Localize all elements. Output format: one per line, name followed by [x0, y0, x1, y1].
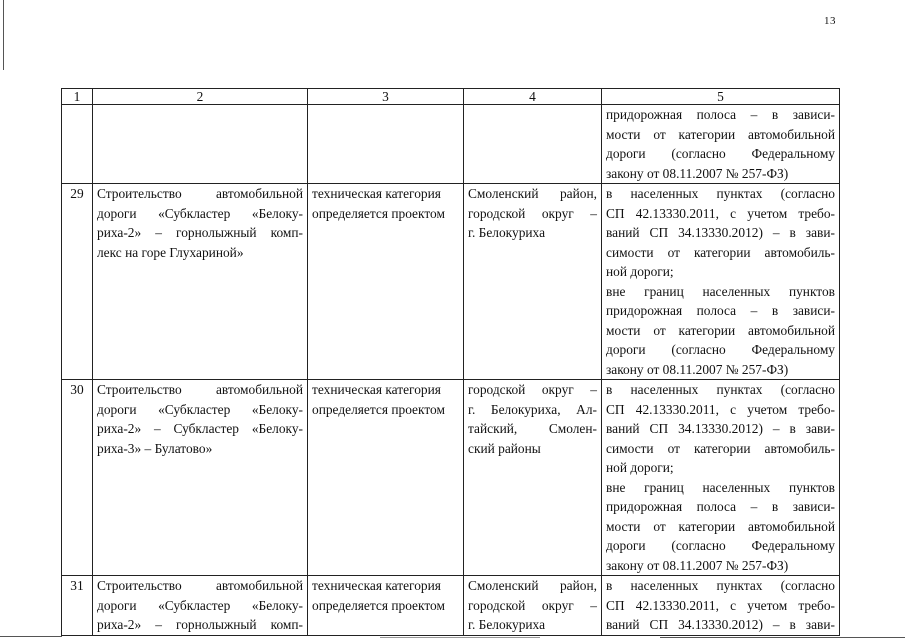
cell-number: 31 [62, 576, 93, 636]
text-line: г. Белокуриха, Ал- [468, 401, 597, 417]
cell-category [308, 380, 464, 576]
scan-edge-mark [660, 637, 905, 638]
text-line: СП 42.13330.2011, с учетом требо- [606, 597, 835, 613]
text-line: мости от категории автомобильной [606, 322, 835, 338]
text-line: ваний СП 34.13330.2012) – в зави- [606, 617, 835, 632]
cell-category [308, 105, 464, 184]
text-line: Строительство автомобильной [97, 578, 303, 593]
text-line: в населенных пунктах (согласно [606, 578, 835, 593]
text-line: ский районы [468, 440, 541, 456]
text-line: риха-2» – горнолыжный комп- [97, 617, 303, 632]
text-line: г. Белокуриха [468, 617, 546, 632]
text-line: городской округ – [468, 597, 597, 613]
table-row-continuation [62, 105, 840, 184]
page-number: 13 [824, 15, 836, 27]
text-line: вне границ населенных пунктов [606, 479, 835, 495]
cell-number: 29 [62, 184, 93, 380]
text-line: дороги (согласно Федеральному [606, 342, 835, 357]
cell-category [308, 184, 464, 380]
text-line: дороги (согласно Федеральному [606, 538, 835, 553]
text-line: придорожная полоса – в зависи- [606, 107, 835, 122]
table-row [62, 184, 840, 380]
column-header: 4 [464, 89, 602, 105]
text-line: дороги «Субкластер «Белоку- [97, 401, 303, 417]
text-line: дороги «Субкластер «Белоку- [97, 205, 303, 221]
scan-edge-mark [380, 637, 540, 638]
text-line: городской округ – [468, 382, 597, 397]
text-line: закону от 08.11.2007 № 257-ФЗ) [606, 557, 789, 573]
text-line: в населенных пунктах (согласно [606, 186, 835, 201]
text-line: придорожная полоса – в зависи- [606, 499, 835, 514]
text-line: определяется проектом [312, 401, 445, 417]
text-line: определяется проектом [312, 205, 445, 221]
cell-zone [602, 105, 840, 184]
text-line: СП 42.13330.2011, с учетом требо- [606, 401, 835, 417]
cell-zone [602, 380, 840, 576]
column-header: 2 [93, 89, 308, 105]
text-line: мости от категории автомобильной [606, 518, 835, 534]
cell-location [464, 105, 602, 184]
table-row [62, 576, 840, 636]
text-line: техническая категория [312, 382, 441, 397]
cell-object [93, 184, 308, 380]
text-line: риха-3» – Булатово» [97, 440, 213, 456]
text-line: ной дороги; [606, 460, 674, 475]
text-line: придорожная полоса – в зависи- [606, 303, 835, 318]
column-header: 1 [62, 89, 93, 105]
text-line: симости от категории автомобиль- [606, 244, 835, 260]
column-header: 5 [602, 89, 840, 105]
cell-location [464, 184, 602, 380]
cell-zone [602, 184, 840, 380]
cell-number: 30 [62, 380, 93, 576]
cell-number [62, 105, 93, 184]
text-line: риха-2» – Субкластер «Белоку- [97, 421, 303, 436]
text-line: закону от 08.11.2007 № 257-ФЗ) [606, 165, 789, 181]
cell-object [93, 105, 308, 184]
text-line: дороги (согласно Федеральному [606, 146, 835, 161]
text-line: Смоленский район, [468, 578, 597, 593]
text-line: симости от категории автомобиль- [606, 440, 835, 456]
table-row [62, 380, 840, 576]
text-line: техническая категория [312, 578, 441, 593]
text-line: ной дороги; [606, 264, 674, 279]
text-line: определяется проектом [312, 597, 445, 613]
cell-object [93, 380, 308, 576]
table-header-row [62, 89, 840, 105]
text-line: г. Белокуриха [468, 225, 546, 240]
cell-zone [602, 576, 840, 636]
text-line: городской округ – [468, 205, 597, 221]
text-line: ваний СП 34.13330.2012) – в зави- [606, 421, 835, 436]
text-line: риха-2» – горнолыжный комп- [97, 225, 303, 240]
text-line: закону от 08.11.2007 № 257-ФЗ) [606, 361, 789, 377]
text-line: вне границ населенных пунктов [606, 283, 835, 299]
cell-location [464, 576, 602, 636]
column-header: 3 [308, 89, 464, 105]
text-line: в населенных пунктах (согласно [606, 382, 835, 397]
text-line: Строительство автомобильной [97, 186, 303, 201]
cell-category [308, 576, 464, 636]
text-line: СП 42.13330.2011, с учетом требо- [606, 205, 835, 221]
text-line: мости от категории автомобильной [606, 126, 835, 142]
cell-object [93, 576, 308, 636]
text-line: Строительство автомобильной [97, 382, 303, 397]
text-line: дороги «Субкластер «Белоку- [97, 597, 303, 613]
text-line: техническая категория [312, 186, 441, 201]
document-table [61, 88, 840, 636]
cell-location [464, 380, 602, 576]
text-line: Смоленский район, [468, 186, 597, 201]
scan-edge-mark [0, 636, 62, 637]
scan-edge-mark [3, 0, 4, 70]
text-line: тайский, Смолен- [468, 421, 597, 436]
text-line: лекс на горе Глухариной» [97, 244, 244, 260]
text-line: ваний СП 34.13330.2012) – в зави- [606, 225, 835, 240]
